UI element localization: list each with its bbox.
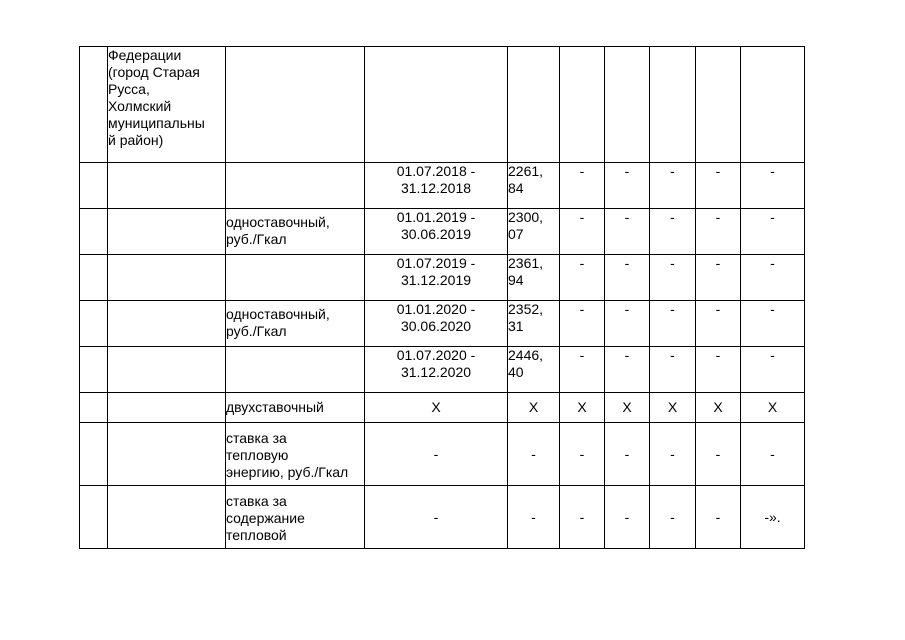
col-cell: - [560,486,605,549]
col-cell: - [560,423,605,486]
col-cell: - [741,423,805,486]
value-cell: X [508,393,560,423]
table-row [80,163,805,209]
org-name-cell [108,301,226,347]
col-cell: X [741,393,805,423]
col-cell [560,47,605,163]
value-cell: - [508,423,560,486]
col-cell: - [741,301,805,347]
org-name-cell [108,393,226,423]
col-cell: - [560,255,605,301]
tariff-type-cell [226,255,365,301]
value-cell: 2352, 31 [508,301,560,347]
col-cell: - [650,423,696,486]
col-cell: - [696,255,741,301]
table-row [80,209,805,255]
value-cell: 2361, 94 [508,255,560,301]
index-cell [80,47,108,163]
col-cell: - [696,163,741,209]
col-cell: -». [741,486,805,549]
index-cell [80,393,108,423]
table-row-org-name [80,47,805,163]
col-cell: - [605,347,650,393]
org-name-cell [108,47,226,163]
org-name-cell [108,209,226,255]
col-cell: - [650,347,696,393]
col-cell: - [605,255,650,301]
value-cell: 2300, 07 [508,209,560,255]
col-cell [741,47,805,163]
col-cell: - [650,301,696,347]
col-cell: - [560,301,605,347]
col-cell: - [560,347,605,393]
index-cell [80,163,108,209]
table-row [80,347,805,393]
tariff-type-cell [226,163,365,209]
org-name-cell [108,486,226,549]
table-row-rate-energy [80,423,805,486]
tariff-type-cell [226,347,365,393]
col-cell [696,47,741,163]
col-cell [605,47,650,163]
table-row [80,301,805,347]
col-cell: - [650,255,696,301]
col-cell: - [650,163,696,209]
tariff-type-cell: ставка за тепловую энергию, руб./Гкал [226,423,365,486]
col-cell: - [741,163,805,209]
col-cell: - [741,209,805,255]
tariff-type-cell: одноставочный, руб./Гкал [226,209,365,255]
col-cell: - [741,347,805,393]
table-row-rate-maintenance [80,486,805,549]
col-cell: - [696,347,741,393]
table-row-two-rate [80,393,805,423]
org-name-cell [108,423,226,486]
tariff-type-cell: одноставочный, руб./Гкал [226,301,365,347]
col-cell: - [650,486,696,549]
org-name-cell [108,255,226,301]
org-name-cell [108,163,226,209]
col-cell: - [605,423,650,486]
period-cell: 01.07.2020 - 31.12.2020 [365,347,508,393]
tariff-type-cell: двухставочный [226,393,365,423]
index-cell [80,486,108,549]
col-cell: - [560,209,605,255]
col-cell: - [605,163,650,209]
col-cell: X [605,393,650,423]
col-cell: - [560,163,605,209]
value-cell [508,47,560,163]
index-cell [80,423,108,486]
period-cell: - [365,423,508,486]
col-cell: - [696,209,741,255]
col-cell: - [696,301,741,347]
index-cell [80,347,108,393]
period-cell: 01.07.2018 - 31.12.2018 [365,163,508,209]
value-cell: 2446, 40 [508,347,560,393]
type-cell [226,47,365,163]
period-cell [365,47,508,163]
index-cell [80,209,108,255]
col-cell: X [696,393,741,423]
col-cell: X [650,393,696,423]
col-cell: - [741,255,805,301]
col-cell: - [696,423,741,486]
col-cell: X [560,393,605,423]
col-cell: - [605,301,650,347]
tariff-type-cell: ставка за содержание тепловой [226,486,365,549]
org-name-cell [108,347,226,393]
value-cell: - [508,486,560,549]
tariff-table [79,46,805,549]
index-cell [80,301,108,347]
col-cell [650,47,696,163]
period-cell: 01.01.2019 - 30.06.2019 [365,209,508,255]
org-name-text: Федерации (город Старая Русса, Холмский муниципальны й район) [108,47,205,148]
col-cell: - [605,486,650,549]
period-cell: X [365,393,508,423]
col-cell: - [605,209,650,255]
col-cell: - [650,209,696,255]
col-cell: - [696,486,741,549]
value-cell: 2261, 84 [508,163,560,209]
period-cell: - [365,486,508,549]
table-row [80,255,805,301]
index-cell [80,255,108,301]
period-cell: 01.01.2020 - 30.06.2020 [365,301,508,347]
period-cell: 01.07.2019 - 31.12.2019 [365,255,508,301]
